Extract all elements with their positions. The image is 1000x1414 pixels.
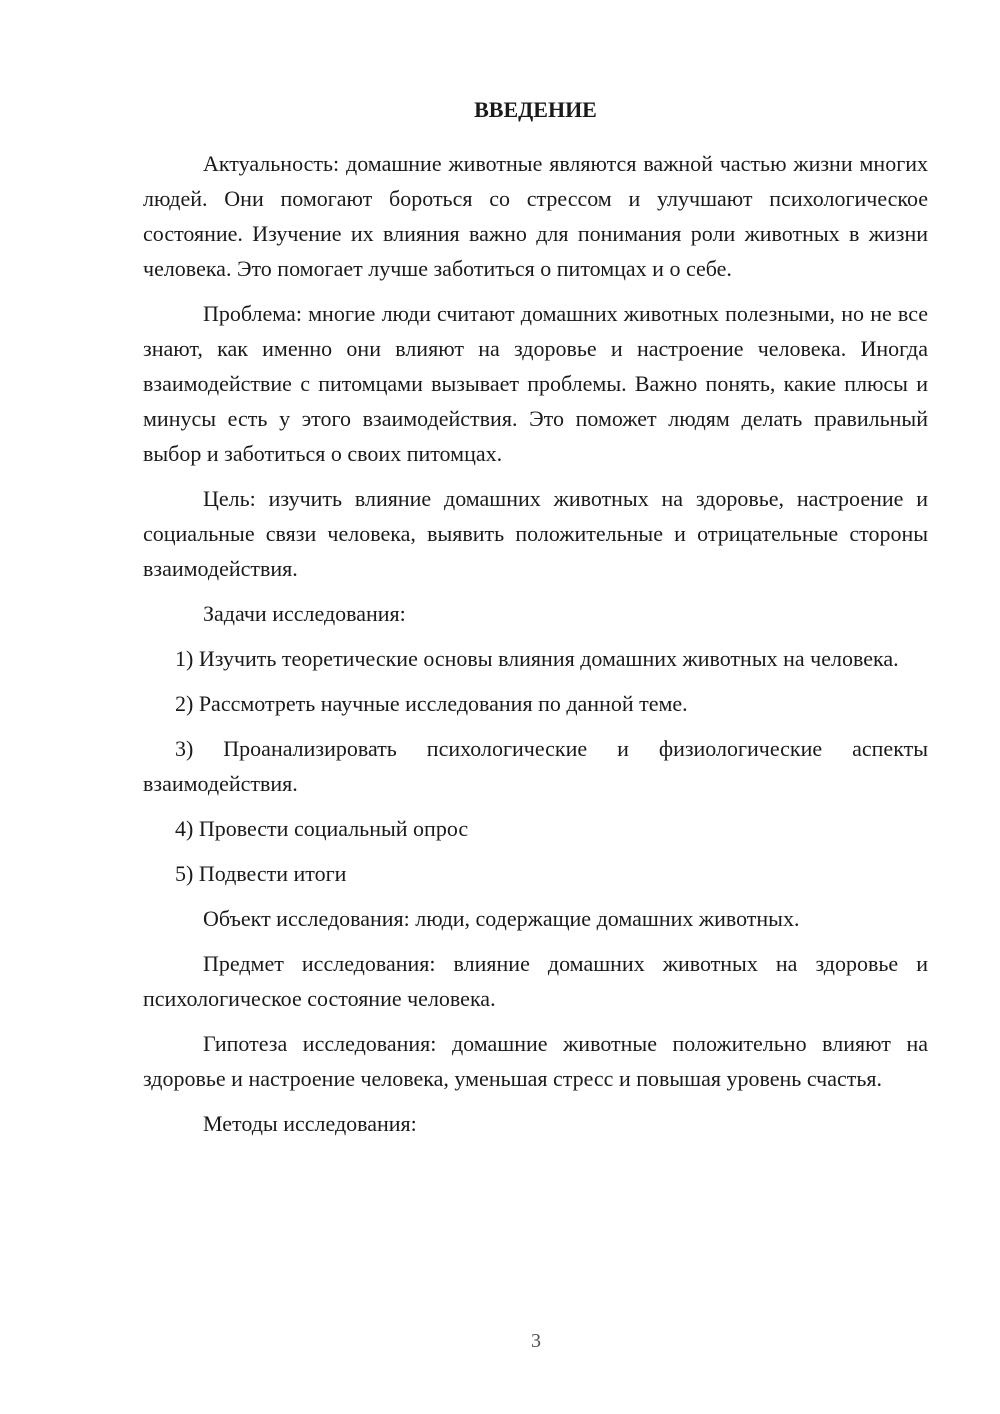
subject-paragraph: Предмет исследования: влияние домашних животных на здоровье и психологическое состояние человека.	[143, 951, 928, 1011]
task-item: 2) Рассмотреть научные исследования по данной теме.	[175, 691, 688, 716]
methods-heading: Методы исследования:	[203, 1111, 417, 1136]
goal-paragraph: Цель: изучить влияние домашних животных на здоровье, настроение и социальные связи человека, выявить положительные и отрицательные стороны взаимодействия.	[143, 486, 928, 581]
page-content	[143, 92, 928, 1151]
task-item: 5) Подвести итоги	[175, 861, 347, 886]
tasks-heading: Задачи исследования:	[203, 601, 406, 626]
task-item: 1) Изучить теоретические основы влияния домашних животных на человека.	[175, 646, 899, 671]
problem-paragraph: Проблема: многие люди считают домашних животных полезными, но не все знают, как именно они влияют на здоровье и настроение человека. Иногда взаимодействие с питомцами вызывает проблемы. Важно понять, какие плюсы и минусы есть у этого взаимодействия. Это поможет людям делать правильный выбор и заботиться о своих питомцах.	[143, 301, 928, 466]
object-paragraph: Объект исследования: люди, содержащие домашних животных.	[203, 906, 800, 931]
task-item: 4) Провести социальный опрос	[175, 816, 469, 841]
section-title: ВВЕДЕНИЕ	[474, 97, 597, 122]
task-item: 3) Проанализировать психологические и физиологические аспекты взаимодействия.	[143, 736, 928, 796]
tasks-list	[143, 641, 928, 891]
hypothesis-paragraph: Гипотеза исследования: домашние животные положительно влияют на здоровье и настроение человека, уменьшая стресс и повышая уровень счастья.	[143, 1031, 928, 1091]
page-number: 3	[531, 1330, 541, 1352]
relevance-paragraph: Актуальность: домашние животные являются важной частью жизни многих людей. Они помогают бороться со стрессом и улучшают психологическое состояние. Изучение их влияния важно для понимания роли животных в жизни человека. Это помогает лучше заботиться о питомцах и о себе.	[143, 151, 928, 281]
